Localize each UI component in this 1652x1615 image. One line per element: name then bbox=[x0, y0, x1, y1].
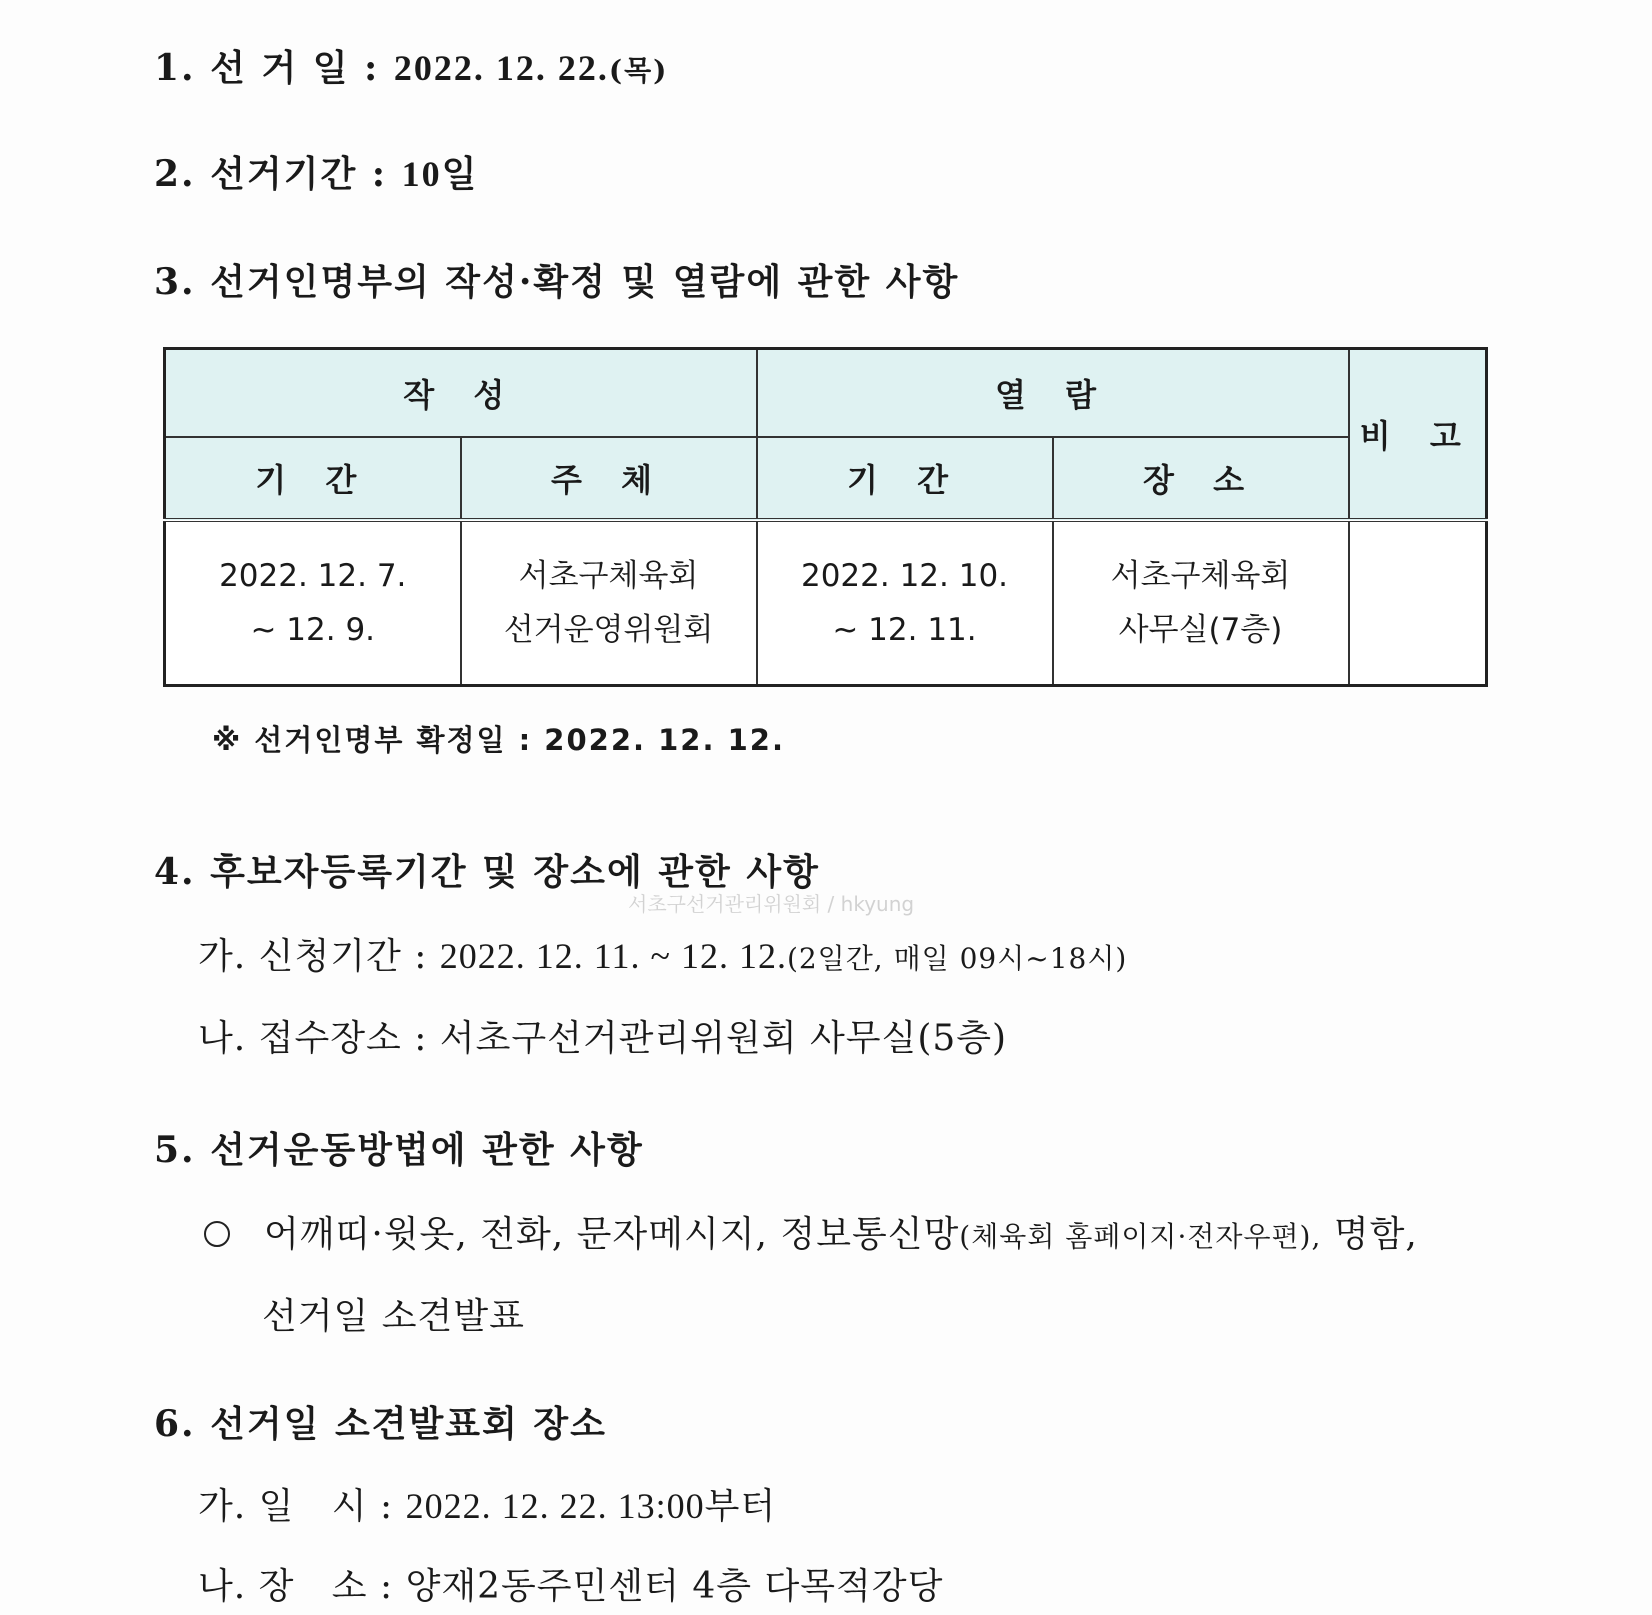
item-1-label: 1. 선 거 일 : bbox=[154, 47, 380, 89]
header-view: 열 람 bbox=[757, 349, 1349, 438]
item-4-b-value: 서초구선거관리위원회 사무실(5층) bbox=[439, 1018, 1008, 1059]
item-5-line1 bbox=[204, 1206, 1418, 1257]
item-6-a-value: 2022. 12. 22. 13:00부터 bbox=[405, 1486, 777, 1526]
header-remarks: 비 고 bbox=[1349, 349, 1487, 521]
cell-view-period-line2: ~ 12. 11. bbox=[832, 612, 977, 648]
watermark: 서초구선거관리위원회 / hkyung bbox=[628, 892, 915, 916]
cell-remarks bbox=[1349, 520, 1487, 686]
cell-view-period bbox=[757, 520, 1053, 686]
item-6-b-label: 나. 장 소 : bbox=[198, 1566, 394, 1607]
item-4-title: 4. 후보자등록기간 및 장소에 관한 사항 bbox=[154, 851, 820, 893]
item-1-election-date bbox=[154, 40, 668, 91]
item-4-a bbox=[198, 928, 1127, 979]
item-6-a-label: 가. 일 시 : bbox=[198, 1486, 394, 1527]
header-view-place: 장 소 bbox=[1053, 437, 1349, 520]
cell-create-period bbox=[165, 520, 461, 686]
item-4-a-value: 2022. 12. 11. ~ 12. 12. bbox=[439, 936, 787, 976]
item-4-b-label: 나. 접수장소 : bbox=[198, 1018, 428, 1059]
item-4-a-suffix: (2일간, 매일 09시~18시) bbox=[786, 942, 1128, 975]
header-create: 작 성 bbox=[165, 349, 757, 438]
header-create-period: 기 간 bbox=[165, 437, 461, 520]
item-1-value: 2022. 12. 22. bbox=[393, 48, 609, 88]
confirmation-note: ※ 선거인명부 확정일 : 2022. 12. 12. bbox=[212, 723, 785, 757]
item-3-title: 3. 선거인명부의 작성·확정 및 열람에 관한 사항 bbox=[154, 261, 960, 303]
item-2-election-period bbox=[154, 146, 478, 197]
item-4-b bbox=[198, 1010, 1007, 1061]
item-2-value: 10일 bbox=[401, 154, 479, 194]
item-6-b bbox=[198, 1558, 943, 1609]
cell-create-body bbox=[461, 520, 757, 686]
header-view-period: 기 간 bbox=[757, 437, 1053, 520]
item-5-line1-c: 명함, bbox=[1333, 1214, 1418, 1255]
cell-create-body-line2: 선거운영위원회 bbox=[503, 612, 714, 648]
voter-roll-table bbox=[163, 347, 1488, 687]
cell-view-place bbox=[1053, 520, 1349, 686]
item-6-b-value: 양재2동주민센터 4층 다목적강당 bbox=[405, 1566, 944, 1607]
item-5-title: 5. 선거운동방법에 관한 사항 bbox=[154, 1129, 644, 1171]
item-5-line1-a: 어깨띠·윗옷, 전화, 문자메시지, 정보통신망 bbox=[264, 1214, 960, 1255]
item-5-line2: 선거일 소견발표 bbox=[262, 1296, 525, 1337]
item-5-line1-b: (체육회 홈페이지·전자우편), bbox=[959, 1220, 1322, 1253]
cell-create-period-line1: 2022. 12. 7. bbox=[219, 558, 407, 594]
item-6-title: 6. 선거일 소견발표회 장소 bbox=[154, 1403, 607, 1445]
cell-view-place-line1: 서초구체육회 bbox=[1110, 558, 1291, 594]
circle-bullet-icon bbox=[204, 1221, 230, 1247]
item-6-a bbox=[198, 1478, 776, 1529]
cell-view-place-line2: 사무실(7층) bbox=[1118, 612, 1283, 648]
item-2-label: 2. 선거기간 : bbox=[154, 153, 388, 195]
cell-create-period-line2: ~ 12. 9. bbox=[250, 612, 376, 648]
header-create-body: 주 체 bbox=[461, 437, 757, 520]
cell-create-body-line1: 서초구체육회 bbox=[518, 558, 699, 594]
item-1-suffix: (목) bbox=[608, 54, 669, 87]
item-4-a-label: 가. 신청기간 : bbox=[198, 936, 428, 977]
cell-view-period-line1: 2022. 12. 10. bbox=[800, 558, 1009, 594]
